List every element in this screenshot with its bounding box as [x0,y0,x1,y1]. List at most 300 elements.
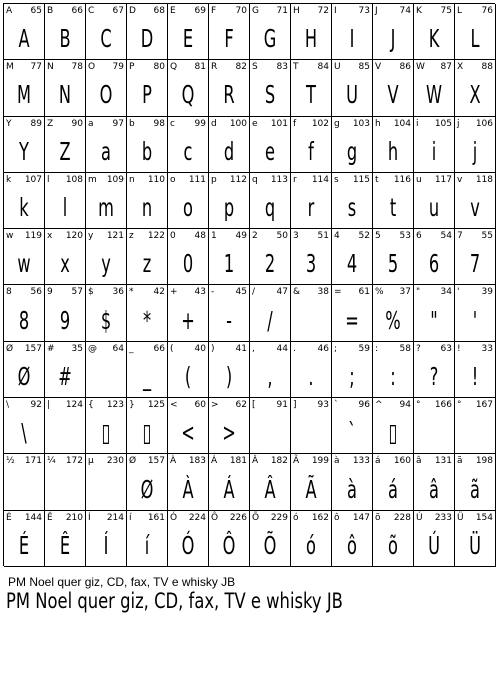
glyph-label [6,231,42,241]
glyph-cell [209,285,250,341]
glyph-code-label: 229 [270,512,288,523]
glyph-code-label: 101 [270,118,288,129]
glyph-sample: I [349,24,355,54]
glyph-cell [250,511,291,567]
glyph-label [6,513,42,523]
glyph-char-label: [ [252,400,256,411]
glyph-label [6,287,42,297]
glyph-label [252,6,288,16]
glyph-sample [461,416,490,449]
glyph-label [334,456,370,466]
glyph-label [6,344,42,354]
glyph-cell [373,454,414,510]
glyph-cell [250,173,291,229]
glyph-label [334,6,370,16]
glyph-sample: 3 [305,249,317,279]
glyph-char-label: b [129,118,135,129]
glyph-char-label: ] [293,400,297,411]
glyph-sample: k [19,193,29,223]
glyph-cell [4,454,45,510]
glyph-sample: a [101,136,111,166]
glyph-sample: R [223,80,235,110]
glyph-char-label: ã [457,456,463,467]
glyph-char-label: É [6,512,12,523]
glyph-label [6,6,42,16]
glyph-char-label: s [334,174,339,185]
glyph-code-label: 123 [106,400,124,411]
glyph-char-label: e [252,118,258,129]
glyph-label [375,119,411,129]
glyph-code-label: 73 [358,6,370,16]
glyph-cell [127,60,168,116]
glyph-cell [168,229,209,285]
glyph-char-label: m [88,174,97,185]
glyph-code-label: 86 [399,62,411,73]
glyph-sample: 8 [18,305,30,335]
glyph-sample: Õ [263,530,277,560]
glyph-label [129,400,165,410]
glyph-char-label: / [252,287,256,298]
glyph-code-label: 100 [229,118,247,129]
glyph-label [211,513,247,523]
glyph-sample: 2 [264,249,276,279]
glyph-code-label: 35 [71,343,83,354]
glyph-label [129,456,165,466]
glyph-sample: B [59,24,71,54]
glyph-label [88,400,124,410]
glyph-char-label: G [252,6,259,16]
glyph-label [129,344,165,354]
glyph-code-label: 144 [24,512,42,523]
glyph-sample: # [58,361,72,391]
glyph-code-label: 75 [440,6,452,16]
sample-text-plain: PM Noel quer giz, CD, fax, TV e whisky JB [8,575,236,589]
glyph-code-label: 161 [147,512,165,523]
glyph-sample: Ã [305,474,317,504]
glyph-sample: Í [103,530,109,560]
glyph-cell [414,173,455,229]
glyph-cell [291,342,332,398]
glyph-sample: h [387,136,399,166]
glyph-sample: j [472,136,478,166]
glyph-cell [291,60,332,116]
glyph-cell [291,285,332,341]
glyph-sample [51,416,80,449]
glyph-sample: t [389,193,397,223]
glyph-char-label: j [457,118,460,129]
glyph-code-label: 78 [71,62,83,73]
glyph-cell [414,229,455,285]
glyph-sample: í [144,530,150,560]
glyph-label [293,62,329,72]
glyph-char-label: + [170,287,178,298]
glyph-label [375,62,411,72]
glyph-char-label: t [375,174,379,185]
glyph-label [47,6,83,16]
glyph-code-label: 66 [71,6,83,16]
glyph-label [211,400,247,410]
glyph-sample: G [263,24,277,54]
glyph-sample: K [428,24,440,54]
glyph-code-label: 124 [65,400,83,411]
glyph-char-label: . [293,343,296,354]
glyph-code-label: 61 [358,287,370,298]
glyph-code-label: 97 [112,118,124,129]
glyph-char-label: Q [170,62,178,73]
glyph-cell [209,173,250,229]
glyph-sample: Z [59,136,71,166]
glyph-sample: U [346,80,358,110]
glyph-char-label: | [47,400,51,411]
glyph-sample: 6 [428,249,440,279]
glyph-cell [4,229,45,285]
glyph-cell [332,173,373,229]
glyph-code-label: 44 [276,343,288,354]
glyph-cell [373,398,414,454]
glyph-code-label: 57 [71,287,83,298]
glyph-char-label: E [170,6,176,16]
glyph-code-label: 55 [481,231,493,242]
glyph-char-label: U [334,62,341,73]
glyph-label [334,175,370,185]
glyph-code-label: 113 [270,174,288,185]
glyph-char-label: p [211,174,217,185]
glyph-cell [168,398,209,454]
glyph-cell [45,285,86,341]
glyph-label [457,62,493,72]
glyph-label [293,400,329,410]
glyph-code-label: 157 [147,456,165,467]
glyph-code-label: 108 [65,174,83,185]
glyph-char-label: S [252,62,258,73]
glyph-code-label: 54 [440,231,452,242]
glyph-code-label: 64 [112,343,124,354]
glyph-code-label: 103 [352,118,370,129]
glyph-char-label: á [375,456,381,467]
glyph-code-label: 50 [276,231,288,242]
glyph-sample: X [469,80,481,110]
glyph-code-label: 42 [153,287,165,298]
glyph-cell [291,454,332,510]
glyph-sample: > [222,418,236,448]
glyph-char-label: R [211,62,218,73]
glyph-code-label: 65 [30,6,42,16]
glyph-sample: < [181,418,195,448]
glyph-code-label: 92 [30,400,42,411]
glyph-char-label: õ [375,512,381,523]
glyph-label [88,62,124,72]
glyph-label [47,287,83,297]
glyph-char-label: \ [6,400,10,411]
glyph-label [170,513,206,523]
glyph-label [334,513,370,523]
glyph-sample: ▯ [142,418,152,448]
glyph-code-label: 118 [475,174,493,185]
glyph-sample: N [58,80,72,110]
glyph-cell [250,285,291,341]
glyph-label [416,175,452,185]
glyph-sample: H [304,24,318,54]
glyph-code-label: 99 [194,118,206,129]
glyph-cell [4,342,45,398]
glyph-char-label: ^ [375,400,383,411]
glyph-label [170,119,206,129]
glyph-code-label: 162 [311,512,329,523]
glyph-cell [127,117,168,173]
glyph-sample: À [182,474,194,504]
glyph-code-label: 38 [317,287,329,298]
glyph-char-label: 8 [6,287,12,298]
glyph-label [416,6,452,16]
glyph-sample: e [265,136,275,166]
glyph-char-label: _ [129,343,134,354]
glyph-char-label: = [334,287,342,298]
glyph-code-label: 67 [112,6,124,16]
glyph-sample: ! [471,361,479,391]
glyph-cell [209,454,250,510]
glyph-code-label: 43 [194,287,206,298]
glyph-char-label: Õ [252,512,260,523]
glyph-cell [414,398,455,454]
glyph-code-label: 109 [106,174,124,185]
glyph-label [129,6,165,16]
glyph-cell [414,454,455,510]
glyph-label [252,119,288,129]
glyph-sample: _ [142,361,152,391]
glyph-cell [4,117,45,173]
glyph-char-label: > [211,400,219,411]
glyph-label [416,456,452,466]
glyph-code-label: 83 [276,62,288,73]
glyph-label [170,175,206,185]
glyph-label [47,344,83,354]
glyph-char-label: f [293,118,297,129]
glyph-sample: M [17,80,31,110]
glyph-code-label: 226 [229,512,247,523]
glyph-cell [86,342,127,398]
glyph-label [375,344,411,354]
glyph-sample: ` [347,418,357,448]
glyph-label [6,175,42,185]
glyph-label [88,6,124,16]
glyph-label [457,456,493,466]
glyph-code-label: 45 [235,287,247,298]
glyph-code-label: 52 [358,231,370,242]
glyph-sample [256,416,285,449]
glyph-label [88,513,124,523]
glyph-cell [45,229,86,285]
glyph-sample [92,360,121,393]
glyph-sample: ' [472,305,478,335]
glyph-sample: Ô [222,530,236,560]
glyph-cell [209,398,250,454]
glyph-label [457,344,493,354]
glyph-sample: 1 [223,249,235,279]
glyph-code-label: 122 [147,231,165,242]
glyph-char-label: Ê [47,512,53,523]
glyph-code-label: 60 [194,400,206,411]
glyph-code-label: 48 [194,231,206,242]
glyph-sample: q [264,193,276,223]
glyph-cell [332,342,373,398]
glyph-char-label: 6 [416,231,422,242]
glyph-code-label: 111 [188,174,206,185]
glyph-label [293,513,329,523]
glyph-code-label: 131 [434,456,452,467]
glyph-label [88,344,124,354]
glyph-code-label: 80 [153,62,165,73]
glyph-label [334,62,370,72]
glyph-code-label: 39 [481,287,493,298]
glyph-sample: s [347,193,357,223]
glyph-cell [455,454,496,510]
glyph-label [293,287,329,297]
glyph-sample: r [307,193,315,223]
glyph-cell [86,229,127,285]
glyph-code-label: 70 [235,6,247,16]
glyph-code-label: 198 [475,456,493,467]
glyph-cell [86,454,127,510]
glyph-label [88,456,124,466]
glyph-cell [414,117,455,173]
glyph-sample: 9 [59,305,71,335]
glyph-char-label: Y [6,118,12,129]
glyph-sample: Á [223,474,235,504]
glyph-label [88,231,124,241]
glyph-label [375,456,411,466]
glyph-cell [4,511,45,567]
glyph-code-label: 87 [440,62,452,73]
glyph-char-label: Ó [170,512,178,523]
glyph-cell [45,60,86,116]
glyph-cell [168,60,209,116]
glyph-char-label: A [6,6,13,16]
glyph-label [170,344,206,354]
glyph-label [129,175,165,185]
glyph-cell [332,117,373,173]
glyph-char-label: < [170,400,178,411]
glyph-label [375,175,411,185]
glyph-sample: g [346,136,358,166]
glyph-code-label: 199 [311,456,329,467]
glyph-label [293,119,329,129]
glyph-cell [332,454,373,510]
glyph-cell [127,173,168,229]
glyph-label [211,119,247,129]
glyph-char-label: ) [211,343,215,354]
glyph-code-label: 41 [235,343,247,354]
glyph-sample: A [18,24,30,54]
glyph-char-label: d [211,118,217,129]
glyph-char-label: Z [47,118,54,129]
glyph-code-label: 79 [112,62,124,73]
glyph-char-label: - [211,287,215,298]
glyph-code-label: 62 [235,400,247,411]
glyph-char-label: : [375,343,379,354]
glyph-cell [373,342,414,398]
glyph-cell [455,4,496,60]
glyph-char-label: { [88,400,94,411]
glyph-label [252,175,288,185]
glyph-code-label: 171 [24,456,42,467]
glyph-label [457,175,493,185]
glyph-char-label: # [47,343,55,354]
glyph-char-label: x [47,231,53,242]
glyph-cell [168,511,209,567]
glyph-char-label: O [88,62,96,73]
glyph-sample [297,303,326,336]
glyph-char-label: z [129,231,134,242]
glyph-sample: + [181,305,195,335]
character-map-grid [3,3,495,566]
glyph-code-label: 116 [393,174,411,185]
glyph-code-label: 115 [352,174,370,185]
glyph-char-label: r [293,174,297,185]
glyph-code-label: 104 [393,118,411,129]
glyph-code-label: 47 [276,287,288,298]
glyph-char-label: Ô [211,512,219,523]
glyph-cell [291,173,332,229]
glyph-cell [209,4,250,60]
glyph-label [457,400,493,410]
glyph-label [47,119,83,129]
glyph-label [334,119,370,129]
glyph-cell [4,398,45,454]
glyph-code-label: 182 [270,456,288,467]
glyph-cell [45,4,86,60]
glyph-char-label: L [457,6,463,16]
glyph-label [170,287,206,297]
glyph-cell [45,117,86,173]
glyph-code-label: 107 [24,174,42,185]
glyph-cell [127,454,168,510]
glyph-cell [168,4,209,60]
glyph-char-label: B [47,6,54,16]
glyph-cell [373,4,414,60]
glyph-label [211,344,247,354]
glyph-cell [168,117,209,173]
glyph-code-label: 82 [235,62,247,73]
glyph-cell [414,60,455,116]
glyph-char-label: ó [293,512,299,523]
glyph-label [375,513,411,523]
glyph-sample: O [99,80,113,110]
glyph-char-label: X [457,62,464,73]
glyph-code-label: 120 [65,231,83,242]
glyph-sample: E [182,24,194,54]
glyph-cell [332,511,373,567]
glyph-sample: ( [184,361,192,391]
glyph-label [211,175,247,185]
glyph-label [47,175,83,185]
glyph-code-label: 183 [188,456,206,467]
glyph-label [252,400,288,410]
glyph-char-label: , [252,343,255,354]
glyph-char-label: o [170,174,176,185]
glyph-label [88,175,124,185]
glyph-cell [373,60,414,116]
glyph-char-label: Ü [457,512,464,523]
glyph-sample: l [62,193,68,223]
glyph-sample: , [267,361,273,391]
glyph-sample: " [430,305,438,335]
glyph-code-label: 91 [276,400,288,411]
glyph-cell [373,229,414,285]
glyph-code-label: 71 [276,6,288,16]
glyph-cell [332,4,373,60]
glyph-label [129,513,165,523]
glyph-sample: É [18,530,30,560]
